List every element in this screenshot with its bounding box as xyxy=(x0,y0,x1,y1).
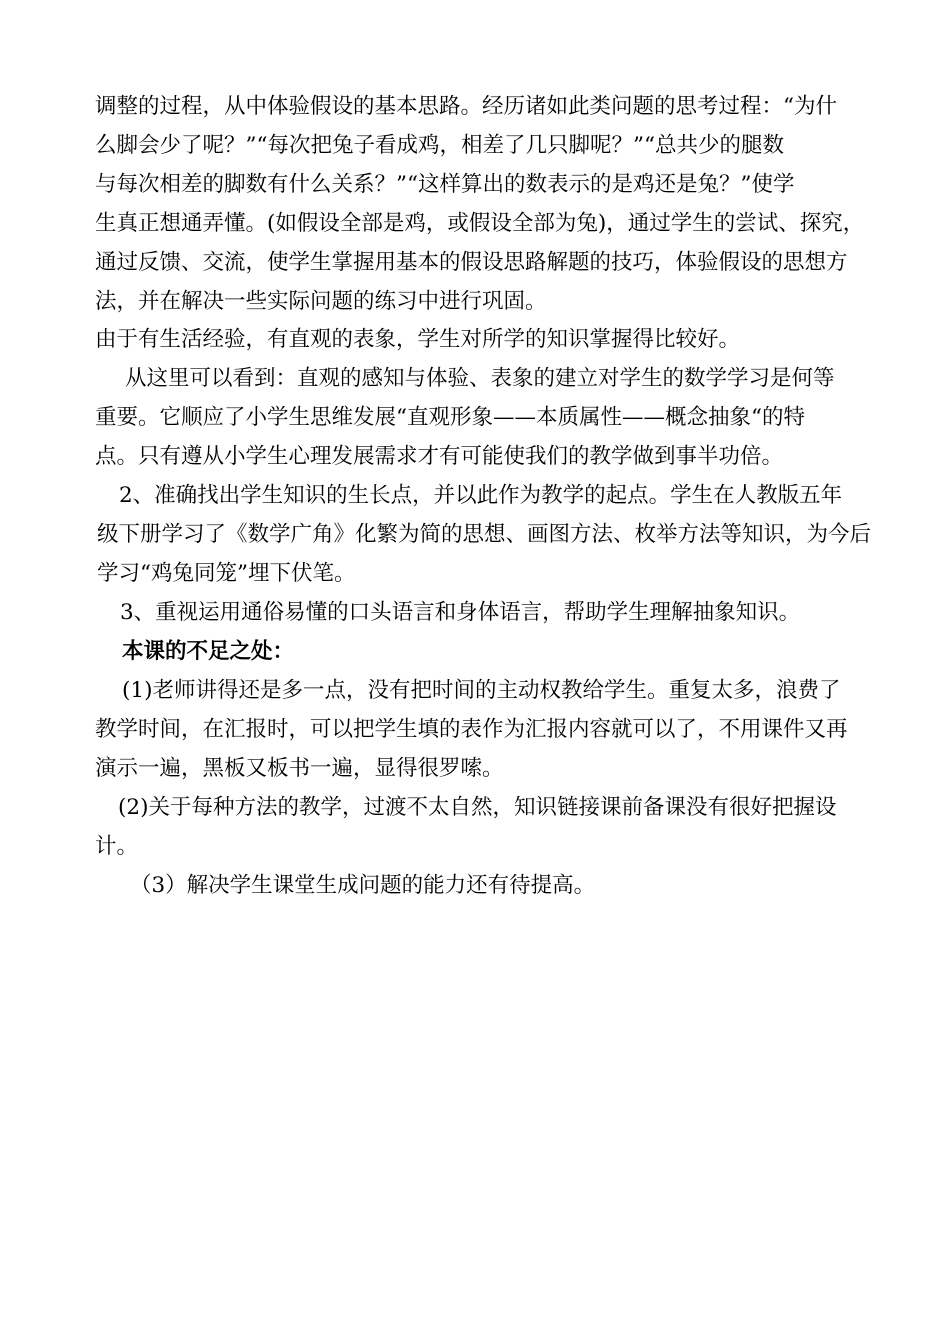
paragraph-1-line-5: 通过反馈、交流，使学生掌握用基本的假设思路解题的技巧，体验假设的思想方 xyxy=(95,250,848,275)
shortcoming-1-line-1: (1)老师讲得还是多一点，没有把时间的主动权教给学生。重复太多，浪费了 xyxy=(122,678,841,703)
shortcomings-heading: 本课的不足之处： xyxy=(122,639,295,664)
shortcoming-1-line-2: 教学时间，在汇报时，可以把学生填的表作为汇报内容就可以了，不用课件又再 xyxy=(95,717,848,742)
shortcoming-2-line-1: (2)关于每种方法的教学，过渡不太自然，知识链接课前备课没有很好把握设 xyxy=(118,795,837,820)
paragraph-1-line-3: 与每次相差的脚数有什么关系？”“这样算出的数表示的是鸡还是兔？”使学 xyxy=(95,172,795,197)
shortcoming-1-line-3: 演示一遍，黑板又板书一遍，显得很罗嗦。 xyxy=(95,756,504,781)
paragraph-1-line-1: 调整的过程，从中体验假设的基本思路。经历诸如此类问题的思考过程：“为什 xyxy=(95,94,837,119)
point-3: 3、重视运用通俗易懂的口头语言和身体语言，帮助学生理解抽象知识。 xyxy=(120,600,801,625)
paragraph-1-line-2: 么脚会少了呢？”“每次把兔子看成鸡，相差了几只脚呢？”“总共少的腿数 xyxy=(95,133,784,158)
shortcoming-2-line-2: 计。 xyxy=(95,834,139,859)
point-2-line-2: 级下册学习了《数学广角》化繁为简的思想、画图方法、枚举方法等知识，为今后 xyxy=(97,522,872,547)
point-2-line-1: 2、准确找出学生知识的生长点，并以此作为教学的起点。学生在人教版五年 xyxy=(119,483,843,508)
shortcoming-3: （3）解决学生课堂生成问题的能力还有待提高。 xyxy=(130,873,596,898)
paragraph-1-line-6: 法，并在解决一些实际问题的练习中进行巩固。 xyxy=(95,289,547,314)
paragraph-3-line-1: 从这里可以看到：直观的感知与体验、表象的建立对学生的数学学习是何等 xyxy=(125,366,835,391)
paragraph-3-line-2: 重要。它顺应了小学生思维发展“直观形象——本质属性——概念抽象“的特 xyxy=(95,405,805,430)
paragraph-1-line-4: 生真正想通弄懂。(如假设全部是鸡，或假设全部为兔)，通过学生的尝试、探究， xyxy=(95,211,865,236)
paragraph-2: 由于有生活经验，有直观的表象，学生对所学的知识掌握得比较好。 xyxy=(95,327,741,352)
paragraph-3-line-3: 点。只有遵从小学生心理发展需求才有可能使我们的教学做到事半功倍。 xyxy=(95,444,784,469)
point-2-line-3: 学习“鸡兔同笼”埋下伏笔。 xyxy=(97,561,356,586)
